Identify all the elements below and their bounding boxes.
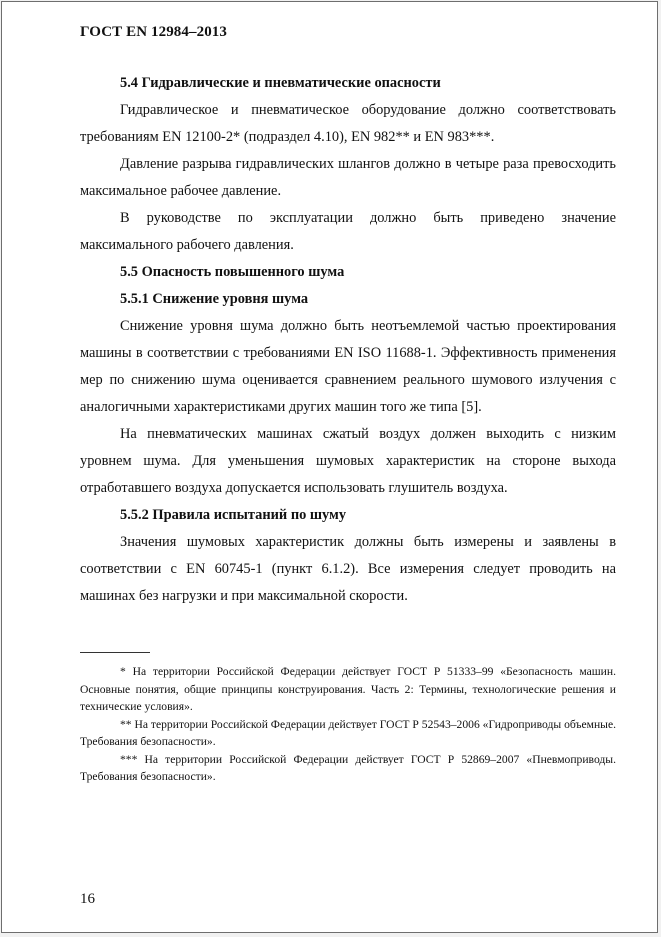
document-page: [1, 1, 658, 933]
section-5-5-2-paragraph-1: Значения шумовых характеристик должны быть измерены и заявлены в соответствии с EN 60745-1 (пункт 6.1.2). Все измерения следует проводить на машинах без нагрузки и при максимальной скорости.: [80, 534, 616, 604]
footnote-1: * На территории Российской Федерации действует ГОСТ Р 51333–99 «Безопасность машин. Основные понятия, общие принципы конструирования. Часть 2: Термины, технологические решения и технические условия».: [80, 665, 616, 713]
footnote-3: *** На территории Российской Федерации действует ГОСТ Р 52869–2007 «Пневмоприводы. Требования безопасности».: [80, 752, 616, 783]
main-text: [80, 70, 616, 610]
section-5-5-1-title: 5.5.1 Снижение уровня шума: [120, 291, 309, 307]
section-5-5-title: 5.5 Опасность повышенного шума: [120, 264, 345, 280]
section-5-4-paragraph-1: Гидравлическое и пневматическое оборудование должно соответствовать требованиям EN 12100-2* (подраздел 4.10), EN 982** и EN 983***.: [80, 102, 616, 145]
footnote-separator: [80, 652, 150, 653]
section-5-5-2-title: 5.5.2 Правила испытаний по шуму: [120, 507, 347, 523]
section-5-4-paragraph-2: Давление разрыва гидравлических шлангов должно в четыре раза превосходить максимальное рабочее давление.: [80, 156, 616, 199]
document-header: ГОСТ EN 12984–2013: [80, 24, 227, 40]
section-5-4-title: 5.4 Гидравлические и пневматические опасности: [120, 75, 441, 91]
section-5-4-paragraph-3: В руководстве по эксплуатации должно быть приведено значение максимального рабочего давления.: [80, 210, 616, 253]
footnote-2: ** На территории Российской Федерации действует ГОСТ Р 52543–2006 «Гидроприводы объемные. Требования безопасности».: [80, 717, 616, 748]
section-5-5-1-paragraph-2: На пневматических машинах сжатый воздух должен выходить с низким уровнем шума. Для уменьшения шумовых характеристик на стороне выхода отработавшего воздуха допускается использовать глушитель воздуха.: [80, 426, 616, 496]
footnotes: [80, 663, 616, 786]
page-number: 16: [80, 891, 95, 907]
section-5-5-1-paragraph-1: Снижение уровня шума должно быть неотъемлемой частью проектирования машины в соответствии с требованиями EN ISO 11688-1. Эффективность применения мер по снижению шума оценивается сравнением реального шумового излучения с аналогичными характеристиками других машин того же типа [5].: [80, 318, 616, 415]
